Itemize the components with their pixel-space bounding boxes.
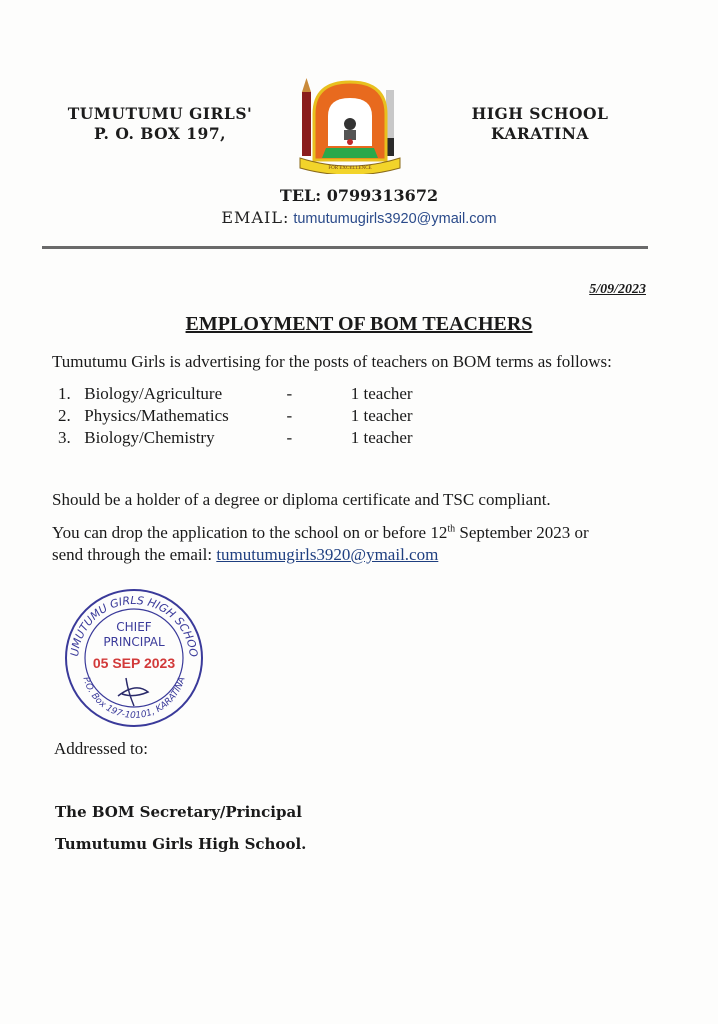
addressed-to-label: Addressed to: xyxy=(54,739,148,758)
stamp-date: 05 SEP 2023 xyxy=(92,655,176,671)
position-dash: - xyxy=(286,384,293,403)
signature-icon xyxy=(118,678,148,706)
email-instruction-line xyxy=(52,545,438,565)
position-subject: Physics/Mathematics xyxy=(84,406,229,425)
official-stamp xyxy=(56,586,212,728)
header-divider xyxy=(42,246,648,249)
letterhead-right xyxy=(440,104,640,144)
position-dash: - xyxy=(286,406,293,425)
deadline-suffix: th xyxy=(447,523,456,535)
deadline-text-b: September 2023 or xyxy=(455,523,589,542)
position-count: 1 teacher xyxy=(350,406,413,425)
document-title: EMPLOYMENT OF BOM TEACHERS xyxy=(185,313,533,335)
position-item xyxy=(58,384,413,404)
telephone: TEL: 0799313672 xyxy=(279,186,439,205)
stamp-ring-top: UMUTUMU GIRLS HIGH SCHOO xyxy=(68,593,201,658)
deadline-line xyxy=(52,523,589,543)
po-box: P. O. BOX 197, xyxy=(93,124,227,143)
stamp-seal-icon xyxy=(56,586,212,728)
position-number: 2. xyxy=(58,406,71,425)
position-count: 1 teacher xyxy=(350,428,413,447)
position-count: 1 teacher xyxy=(350,384,413,403)
position-number: 1. xyxy=(58,384,71,403)
school-name-part1: TUMUTUMU GIRLS' xyxy=(67,104,253,123)
svg-text:FOR EXCELLENCE: FOR EXCELLENCE xyxy=(328,166,372,171)
school-logo xyxy=(294,74,406,174)
document-date: 5/09/2023 xyxy=(589,282,646,297)
stamp-line1: CHIEF xyxy=(116,620,152,634)
requirement-paragraph: Should be a holder of a degree or diploma certificate and TSC compliant. xyxy=(52,490,551,509)
email-line xyxy=(0,208,718,228)
stamp-ring-bottom: P.O. Box 197-10101, KARATINA xyxy=(80,675,188,722)
email-value: tumutumugirls3920@ymail.com xyxy=(293,211,497,227)
stamp-line2: PRINCIPAL xyxy=(103,635,165,649)
position-number: 3. xyxy=(58,428,71,447)
school-name-part2: HIGH SCHOOL xyxy=(471,104,609,123)
application-email-link[interactable]: tumutumugirls3920@ymail.com xyxy=(216,545,439,564)
email-label: EMAIL: xyxy=(221,208,290,227)
recipient-title: The BOM Secretary/Principal xyxy=(55,803,302,821)
school-crest-icon xyxy=(294,74,406,174)
position-item xyxy=(58,428,413,448)
position-item xyxy=(58,406,413,426)
deadline-text-a: You can drop the application to the school on or before 12 xyxy=(52,523,448,542)
position-subject: Biology/Chemistry xyxy=(84,428,215,447)
email-instruction-text: send through the email: xyxy=(52,545,217,564)
position-subject: Biology/Agriculture xyxy=(84,384,223,403)
recipient-organization: Tumutumu Girls High School. xyxy=(55,835,307,853)
position-dash: - xyxy=(286,428,293,447)
intro-paragraph: Tumutumu Girls is advertising for the posts of teachers on BOM terms as follows: xyxy=(52,352,612,371)
letterhead-left xyxy=(40,104,280,144)
town: KARATINA xyxy=(491,124,589,143)
